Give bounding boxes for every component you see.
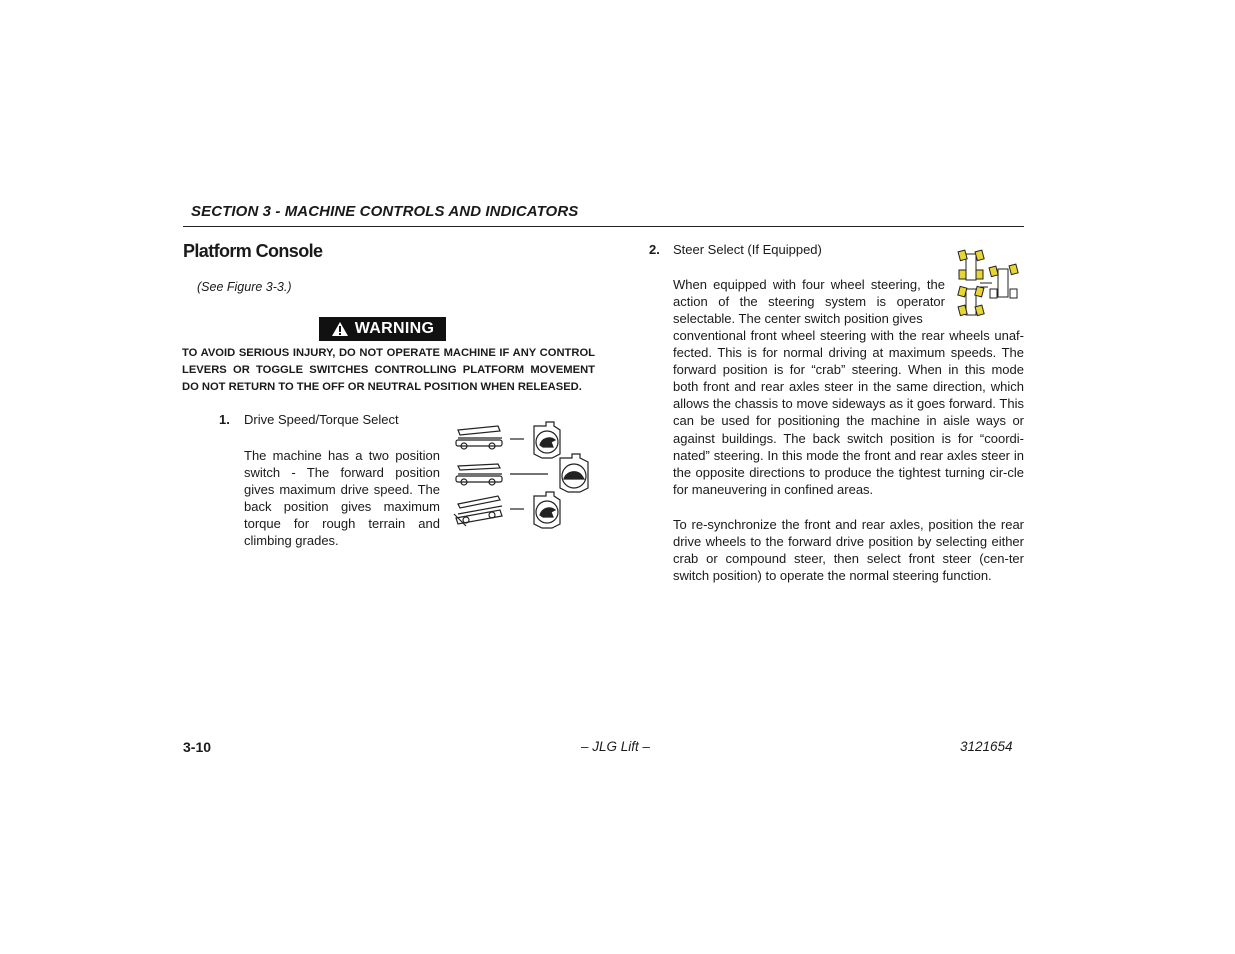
item-title: Steer Select (If Equipped) xyxy=(673,242,822,257)
item-number: 1. xyxy=(219,412,230,427)
item-number: 2. xyxy=(649,242,660,257)
section-header: SECTION 3 - MACHINE CONTROLS AND INDICATORS xyxy=(191,203,579,220)
warning-banner xyxy=(319,317,446,341)
rabbit-speed-icon xyxy=(534,422,560,458)
drive-speed-figure xyxy=(452,418,592,534)
machine-icon xyxy=(456,464,502,485)
warning-text: TO AVOID SERIOUS INJURY, DO NOT OPERATE MACHINE IF ANY CONTROL LEVERS OR TOGGLE SWITCHES CONTROLLING PLATFORM MOVEMENT DO NOT RETURN TO THE OFF OR NEUTRAL POSITION WHEN RELEASED. xyxy=(182,347,595,393)
rabbit-speed-icon xyxy=(534,492,560,528)
item-body-wrapped: When equipped with four wheel steering, the action of the steering system is operator selectable. The center switch position gives xyxy=(673,277,945,327)
item-title: Drive Speed/Torque Select xyxy=(244,412,399,427)
figure-reference: (See Figure 3-3.) xyxy=(197,280,292,294)
warning-label: WARNING xyxy=(354,320,435,337)
warning-icon xyxy=(331,321,349,337)
steer-select-figure xyxy=(956,249,1024,319)
item-body: conventional front wheel steering with the rear wheels unaf-fected. This is for normal driving at maximum speeds. The forward position is for “crab” steering. When in this mode both front and rear axles steer in the same direction, which allows the chassis to move sideways as it goes forward. This can be used for positioning the machine in aisle ways or against buildings. The back switch position is for “coordi-nated” steering. In this mode the front and rear axles steer in the opposite directions to produce the tightest turning cir-cle for maneuvering in confined areas. xyxy=(673,328,1024,497)
footer-publisher: – JLG Lift – xyxy=(581,739,651,754)
machine-icon xyxy=(456,426,502,449)
page-title: Platform Console xyxy=(183,241,323,261)
item-body: The machine has a two position switch - The forward position gives maximum drive speed. The back position gives maximum torque for rough terrain and climbing grades. xyxy=(244,448,440,549)
machine-on-slope-icon xyxy=(454,496,502,526)
turtle-torque-icon xyxy=(560,454,588,492)
page-number: 3-10 xyxy=(183,739,212,755)
document-number: 3121654 xyxy=(960,739,1013,754)
item-body-resync: To re-synchronize the front and rear axles, position the rear drive wheels to the forward drive position by selecting either crab or compound steer, then select front steer (cen-ter switch position) to operate the normal steering function. xyxy=(673,517,1024,584)
header-divider xyxy=(183,226,1024,227)
